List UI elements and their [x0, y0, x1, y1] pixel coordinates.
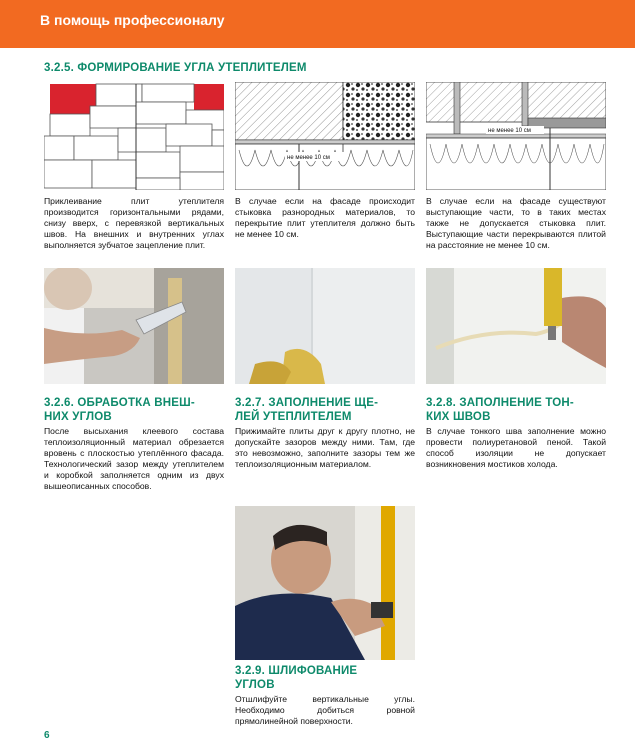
photo-filling-gaps — [235, 268, 415, 384]
section-327-title-line1: 3.2.7. ЗАПОЛНЕНИЕ ЩЕ- — [235, 397, 379, 409]
section-327-title — [235, 396, 378, 424]
text-327: Прижимайте плиты друг к другу плотно, не допускайте зазоров между ними. Там, где это невозможно, заполните зазоры тем же теплоизоляционным материалом. — [235, 426, 415, 469]
caption-325-1: Приклеивание плит утеплителя производится горизонтальными рядами, снизу вверх, с перевязкой вертикальных швов. На внешних и внутренних углах выполняется зубчатое зацепление плит. — [44, 196, 224, 250]
page-number: 6 — [44, 730, 50, 741]
section-329-title-line2: УГЛОВ — [235, 679, 275, 691]
photo-cutting-corners — [44, 268, 224, 384]
text-326: После высыхания клеевого состава теплоизоляционный материал обрезается вровень с плоскостью утеплённого фасада. Технологический зазор между утеплителем и коробкой заполняется одним из двух вышеописанных способов. — [44, 426, 224, 491]
text-328: В случае тонкого шва заполнение можно провести полиуретановой пеной. Такой способ изоляции не допускает возникновения мостиков холода. — [426, 426, 606, 469]
dissimilar-materials-diagram — [235, 82, 415, 190]
section-328-title-line1: 3.2.8. ЗАПОЛНЕНИЕ ТОН- — [426, 397, 574, 409]
dim-label-2: не менее 10 см — [488, 128, 531, 134]
protruding-parts-diagram — [426, 82, 606, 190]
photo-foam-seams — [426, 268, 606, 384]
caption-325-2: В случае если на фасаде происходит стыковка разнородных материалов, то перекрытие плит утеплителя должно быть не менее 10 см. — [235, 196, 415, 239]
section-328-title-line2: КИХ ШВОВ — [426, 411, 491, 423]
section-329-title-line1: 3.2.9. ШЛИФОВАНИЕ — [235, 665, 358, 677]
section-326-title-line1: 3.2.6. ОБРАБОТКА ВНЕШ- — [44, 397, 195, 409]
section-325-title: 3.2.5. ФОРМИРОВАНИЕ УГЛА УТЕПЛИТЕЛЕМ — [44, 62, 307, 74]
dim-label-1: не менее 10 см — [287, 155, 330, 161]
section-329-title — [235, 664, 357, 692]
header-title: В помощь профессионалу — [40, 12, 225, 28]
page-header — [0, 0, 635, 48]
caption-325-3: В случае если на фасаде существуют выступающие части, то в таких местах также не допускается стыковка плит. Выступающие части перекрываются плитой на расстояние не менее 10 см. — [426, 196, 606, 250]
text-329: Отшлифуйте вертикальные углы. Необходимо добиться ровной прямолинейной поверхности. — [235, 694, 415, 726]
section-327-title-line2: ЛЕЙ УТЕПЛИТЕЛЕМ — [235, 411, 352, 423]
section-326-title — [44, 396, 195, 424]
corner-brick-illustration — [44, 82, 224, 190]
section-328-title — [426, 396, 574, 424]
section-326-title-line2: НИХ УГЛОВ — [44, 411, 112, 423]
photo-sanding-corners — [235, 506, 415, 660]
